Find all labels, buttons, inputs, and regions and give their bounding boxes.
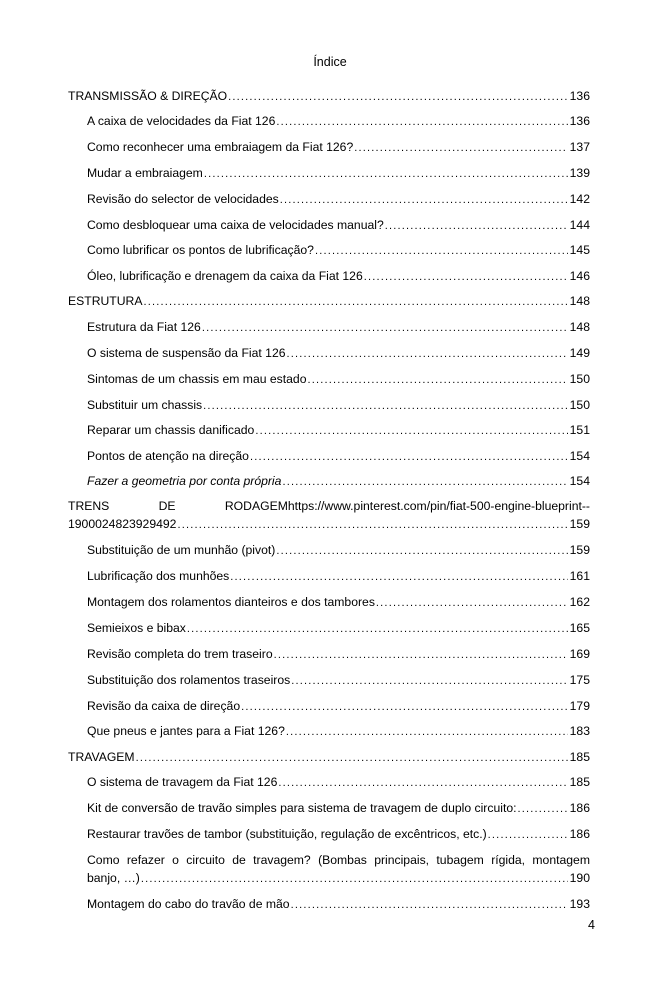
dot-leader xyxy=(143,296,567,308)
dot-leader xyxy=(376,597,568,609)
dot-leader xyxy=(276,545,567,557)
toc-entry-label: Restaurar travões de tambor (substituição, regulação de excêntricos, etc.) xyxy=(87,827,487,841)
toc-entry-refazer-circuito-line2[interactable] xyxy=(87,871,590,889)
toc-entry-label: Revisão completa do trem traseiro xyxy=(87,647,273,661)
toc-entry-page: 175 xyxy=(569,673,590,687)
toc-entry-label: Revisão da caixa de direção xyxy=(87,699,241,713)
toc-entry-suspensao[interactable] xyxy=(87,346,590,364)
toc-entry-page: 137 xyxy=(569,140,590,154)
dot-leader xyxy=(141,873,568,885)
toc-word: DE xyxy=(158,499,176,513)
toc-entry-page: 183 xyxy=(569,724,590,738)
dot-leader xyxy=(488,829,568,841)
toc-word: TRENS xyxy=(68,499,110,513)
toc-entry-trens-line1[interactable] xyxy=(68,499,590,513)
toc-entry-label: Montagem do cabo do travão de mão xyxy=(87,897,290,911)
toc-entry-substituir-chassis[interactable] xyxy=(87,398,590,416)
toc-entry-trem-traseiro[interactable] xyxy=(87,647,590,665)
toc-word: (Bombas xyxy=(318,853,367,867)
toc-entry-page: 165 xyxy=(569,621,590,635)
toc-entry-label: O sistema de travagem da Fiat 126 xyxy=(87,775,278,789)
dot-leader xyxy=(287,348,568,360)
toc-entry-geometria[interactable] xyxy=(87,474,590,492)
dot-leader xyxy=(276,116,567,128)
toc-entry-label: Substituição dos rolamentos traseiros xyxy=(87,673,291,687)
dot-leader xyxy=(278,777,567,789)
toc-entry-label: Substituição de um munhão (pivot) xyxy=(87,543,276,557)
toc-entry-page: 159 xyxy=(569,517,590,531)
toc-entry-transmissao[interactable] xyxy=(68,89,590,107)
toc-entry-label: Óleo, lubrificação e drenagem da caixa da Fiat 126 xyxy=(87,269,363,283)
dot-leader xyxy=(230,571,567,583)
toc-entry-page: 145 xyxy=(569,243,590,257)
toc-entry-page: 150 xyxy=(569,398,590,412)
toc-entry-page: 193 xyxy=(569,897,590,911)
toc-entry-label: ESTRUTURA xyxy=(68,294,143,308)
toc-entry-label: Substituir um chassis xyxy=(87,398,203,412)
page-title: Índice xyxy=(313,55,347,69)
dot-leader xyxy=(385,220,568,232)
toc-entry-mudar-embraiagem[interactable] xyxy=(87,166,590,184)
toc-entry-sistema-travagem[interactable] xyxy=(87,775,590,793)
toc-entry-page: 142 xyxy=(569,192,590,206)
toc-entry-page: 136 xyxy=(569,114,590,128)
toc-entry-label: Estrutura da Fiat 126 xyxy=(87,320,201,334)
toc-entry-lubrificar-pontos[interactable] xyxy=(87,243,590,261)
toc-word: Como xyxy=(87,853,120,867)
dot-leader xyxy=(274,649,568,661)
toc-entry-estrutura-fiat[interactable] xyxy=(87,320,590,338)
toc-entry-label: Como lubrificar os pontos de lubrificação? xyxy=(87,243,314,257)
toc-entry-semieixos[interactable] xyxy=(87,621,590,639)
dot-leader xyxy=(364,271,568,283)
toc-entry-page: 161 xyxy=(569,569,590,583)
toc-entry-page: 154 xyxy=(569,474,590,488)
toc-entry-label: Fazer a geometria por conta própria xyxy=(87,474,282,488)
toc-entry-page: 149 xyxy=(569,346,590,360)
toc-entry-label: Revisão do selector de velocidades xyxy=(87,192,279,206)
toc-entry-estrutura[interactable] xyxy=(68,294,590,312)
dot-leader xyxy=(204,168,568,180)
toc-word: montagem xyxy=(532,853,590,867)
toc-entry-label: Que pneus e jantes para a Fiat 126? xyxy=(87,724,285,738)
dot-leader xyxy=(291,899,568,911)
toc-entry-label: Lubrificação dos munhões xyxy=(87,569,230,583)
toc-entry-cabo-travao[interactable] xyxy=(87,897,590,915)
toc-entry-reconhecer-embraiagem[interactable] xyxy=(87,140,590,158)
toc-entry-oleo-lubrificacao[interactable] xyxy=(87,269,590,287)
toc-entry-page: 136 xyxy=(569,89,590,103)
toc-entry-label: Montagem dos rolamentos dianteiros e dos tambores xyxy=(87,595,375,609)
dot-leader xyxy=(282,476,567,488)
toc-entry-pontos-direcao[interactable] xyxy=(87,449,590,467)
toc-word: de xyxy=(232,853,246,867)
toc-entry-page: 179 xyxy=(569,699,590,713)
toc-entry-revisao-selector[interactable] xyxy=(87,192,590,210)
dot-leader xyxy=(354,142,567,154)
dot-leader xyxy=(255,425,567,437)
toc-entry-page: 148 xyxy=(569,294,590,308)
toc-word: principais, xyxy=(374,853,430,867)
dot-leader xyxy=(203,400,568,412)
toc-entry-reparar-chassis[interactable] xyxy=(87,423,590,441)
toc-entry-page: 190 xyxy=(569,871,590,885)
dot-leader xyxy=(241,701,568,713)
toc-entry-label: A caixa de velocidades da Fiat 126 xyxy=(87,114,276,128)
toc-word: refazer xyxy=(126,853,165,867)
toc-word: circuito xyxy=(186,853,225,867)
toc-entry-label: Sintomas de um chassis em mau estado xyxy=(87,372,307,386)
toc-entry-lubrificacao-munhoes[interactable] xyxy=(87,569,590,587)
dot-leader xyxy=(280,194,568,206)
toc-entry-page: 148 xyxy=(569,320,590,334)
toc-entry-trens-line2[interactable] xyxy=(68,517,590,535)
toc-entry-desbloquear-caixa[interactable] xyxy=(87,218,590,236)
toc-entry-page: 169 xyxy=(569,647,590,661)
toc-entry-label: O sistema de suspensão da Fiat 126 xyxy=(87,346,286,360)
toc-entry-page: 154 xyxy=(569,449,590,463)
toc-entry-label: Como desbloquear uma caixa de velocidades manual? xyxy=(87,218,384,232)
dot-leader xyxy=(136,752,568,764)
toc-entry-pneus-jantes[interactable] xyxy=(87,724,590,742)
toc-entry-label: banjo, …) xyxy=(87,871,140,885)
dot-leader xyxy=(518,803,568,815)
toc-entry-rolamentos-dianteiros[interactable] xyxy=(87,595,590,613)
dot-leader xyxy=(250,451,568,463)
toc-entry-page: 185 xyxy=(569,775,590,789)
dot-leader xyxy=(307,374,567,386)
toc-entry-page: 139 xyxy=(569,166,590,180)
toc-entry-page: 151 xyxy=(569,423,590,437)
toc-word: travagem? xyxy=(253,853,311,867)
dot-leader xyxy=(202,322,568,334)
toc-entry-page: 186 xyxy=(569,827,590,841)
dot-leader xyxy=(286,726,568,738)
toc-entry-refazer-circuito-line1[interactable] xyxy=(87,853,590,867)
toc-word: tubagem xyxy=(436,853,484,867)
toc-entry-label: Reparar um chassis danificado xyxy=(87,423,255,437)
toc-entry-caixa-velocidades[interactable] xyxy=(87,114,590,132)
toc-entry-page: 186 xyxy=(569,801,590,815)
dot-leader xyxy=(228,91,568,103)
toc-entry-sintomas-chassis[interactable] xyxy=(87,372,590,390)
dot-leader xyxy=(291,675,567,687)
toc-entry-travagem[interactable] xyxy=(68,750,590,768)
toc-entry-page: 146 xyxy=(569,269,590,283)
toc-entry-kit-conversao[interactable] xyxy=(87,801,590,819)
toc-entry-label: Como reconhecer uma embraiagem da Fiat 126? xyxy=(87,140,354,154)
page-number: 4 xyxy=(588,918,595,932)
toc-word: o xyxy=(172,853,179,867)
toc-word: rígida, xyxy=(491,853,526,867)
toc-entry-label: TRAVAGEM xyxy=(68,750,135,764)
toc-entry-label: Semieixos e bibax xyxy=(87,621,186,635)
toc-entry-munhao[interactable] xyxy=(87,543,590,561)
dot-leader xyxy=(315,245,568,257)
toc-word: RODAGEMhttps://www.pinterest.com/pin/fiat-500-engine-blueprint-- xyxy=(224,499,590,513)
toc-entry-page: 162 xyxy=(569,595,590,609)
toc-entry-page: 185 xyxy=(569,750,590,764)
toc-entry-page: 150 xyxy=(569,372,590,386)
toc-entry-restaurar-travoes[interactable] xyxy=(87,827,590,845)
toc-entry-label: Kit de conversão de travão simples para sistema de travagem de duplo circuito: xyxy=(87,801,517,815)
toc-entry-caixa-direcao[interactable] xyxy=(87,699,590,717)
dot-leader xyxy=(187,623,568,635)
toc-entry-label: Mudar a embraiagem xyxy=(87,166,203,180)
toc-entry-page: 159 xyxy=(569,543,590,557)
toc-entry-rolamentos-traseiros[interactable] xyxy=(87,673,590,691)
toc-entry-label: 1900024823929492 xyxy=(68,517,177,531)
dot-leader xyxy=(177,519,567,531)
toc-entry-label: TRANSMISSÃO & DIREÇÃO xyxy=(68,89,228,103)
toc-entry-page: 144 xyxy=(569,218,590,232)
toc-entry-label: Pontos de atenção na direção xyxy=(87,449,249,463)
